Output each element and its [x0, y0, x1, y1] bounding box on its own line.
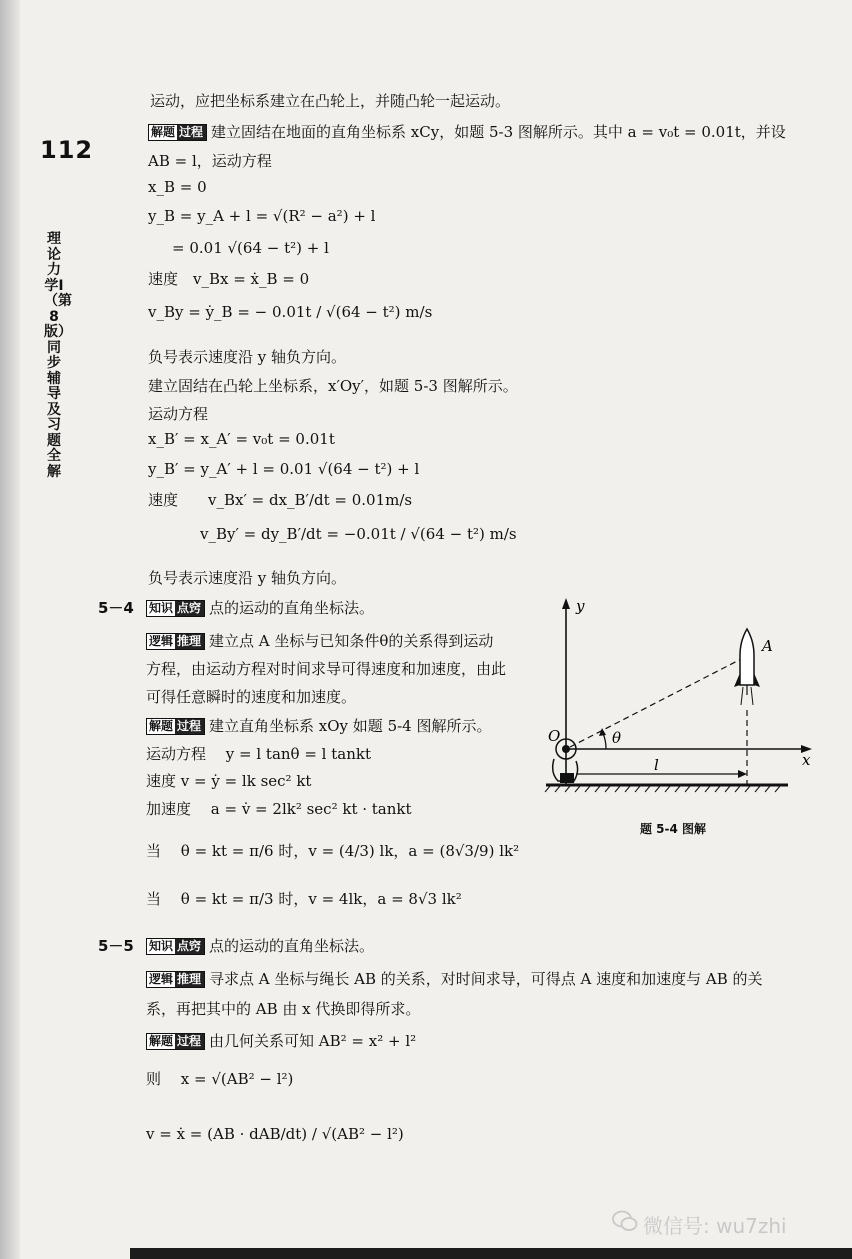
text-line: 点的运动的直角坐标法。 [209, 599, 375, 617]
equation: 由几何关系可知 AB² = x² + l² [209, 1032, 417, 1050]
x-axis-label: x [802, 751, 811, 769]
rocket-icon [734, 629, 760, 705]
solution-process-tag: 解题 过程 [146, 1033, 205, 1050]
text-line: 建立直角坐标系 xOy 如题 5-4 图解所示。 [209, 717, 492, 735]
text-line: 寻求点 A 坐标与绳长 AB 的关系，对时间求导，可得点 A 速度和加速度与 AB 的关 [209, 970, 763, 988]
problem-heading [146, 935, 374, 956]
text-line: 运动，应把坐标系建立在凸轮上，并随凸轮一起运动。 [150, 92, 511, 110]
equation: 速度 v = ẏ = lk sec² kt [146, 772, 312, 790]
logic-tag: 逻辑 推理 [146, 633, 205, 650]
problem-heading [146, 597, 374, 618]
equation: v_By = ẏ_B = − 0.01t / √(64 − t²) m/s [148, 303, 433, 321]
distance-label: l [654, 756, 659, 774]
equation: = 0.01 √(64 − t²) + l [172, 239, 329, 257]
equation: 速度 v_Bx′ = dx_B′/dt = 0.01m/s [148, 491, 413, 509]
sight-line [570, 657, 745, 747]
logic-line [146, 968, 763, 989]
equation: v = ẋ = (AB · dAB/dt) / √(AB² − l²) [146, 1125, 404, 1143]
text-line: 建立固结在凸轮上坐标系，x′Oy′，如题 5-3 图解所示。 [148, 377, 518, 395]
equation: 当 θ = kt = π/3 时，v = 4lk，a = 8√3 lk² [146, 890, 462, 908]
equation: 当 θ = kt = π/6 时，v = (4/3) lk，a = (8√3/9) lk² [146, 842, 520, 860]
theta-label: θ [612, 729, 622, 747]
y-axis-arrow [562, 598, 570, 609]
distance-arrow [738, 770, 747, 778]
solution-line [146, 1030, 416, 1051]
wechat-icon [612, 1209, 638, 1233]
equation: v_By′ = dy_B′/dt = −0.01t / √(64 − t²) m/s [200, 525, 517, 543]
page-binding-shadow [0, 0, 20, 1259]
page-number: 112 [40, 136, 94, 164]
watermark-text: 微信号: wu7zhi [643, 1214, 787, 1238]
solution-process-tag: 解题 过程 [148, 124, 207, 141]
solution-line [146, 715, 492, 736]
text-line: AB = l，运动方程 [148, 152, 272, 170]
book-side-title: 理论力学Ⅰ（第8版）同步辅导及习题全解 [44, 231, 72, 480]
figure-5-4 [540, 595, 820, 800]
figure-caption: 题 5-4 图解 [640, 822, 707, 836]
text-line: 负号表示速度沿 y 轴负方向。 [148, 348, 347, 366]
text-line: 方程，由运动方程对时间求导可得速度和加速度，由此 [146, 660, 507, 678]
equation: x_B = 0 [148, 178, 207, 196]
equation: 速度 v_Bx = ẋ_B = 0 [148, 270, 310, 288]
equation: y_B′ = y_A′ + l = 0.01 √(64 − t²) + l [148, 460, 420, 478]
text-line: 点的运动的直角坐标法。 [209, 937, 375, 955]
y-axis-label: y [576, 597, 585, 615]
text-line: 可得任意瞬时的速度和加速度。 [146, 688, 357, 706]
knowledge-tag: 知识 点窍 [146, 600, 205, 617]
equation: 运动方程 y = l tanθ = l tankt [146, 745, 371, 763]
text-line: 建立点 A 坐标与已知条件θ的关系得到运动 [209, 632, 494, 650]
logic-line [146, 630, 493, 651]
point-a-label: A [762, 637, 773, 655]
origin-label: O [548, 727, 561, 745]
ground-hatching [545, 786, 780, 792]
knowledge-tag: 知识 点窍 [146, 938, 205, 955]
text-line: 负号表示速度沿 y 轴负方向。 [148, 569, 347, 587]
problem-number: 5－4 [98, 599, 134, 617]
equation: x_B′ = x_A′ = v₀t = 0.01t [148, 430, 335, 448]
text-line: 建立固结在地面的直角坐标系 xCy，如题 5-3 图解所示。其中 a = v₀t = 0.01t，并设 [211, 123, 786, 141]
equation: y_B = y_A + l = √(R² − a²) + l [148, 207, 376, 225]
text-line: 系，再把其中的 AB 由 x 代换即得所求。 [146, 1000, 421, 1018]
solution-line [148, 121, 786, 142]
logic-tag: 逻辑 推理 [146, 971, 205, 988]
problem-number: 5－5 [98, 937, 134, 955]
text-line: 运动方程 [148, 405, 209, 423]
equation: 加速度 a = v̇ = 2lk² sec² kt · tankt [146, 800, 412, 818]
equation: 则 x = √(AB² − l²) [146, 1070, 294, 1088]
page-bottom-edge [130, 1248, 852, 1259]
solution-process-tag: 解题 过程 [146, 718, 205, 735]
